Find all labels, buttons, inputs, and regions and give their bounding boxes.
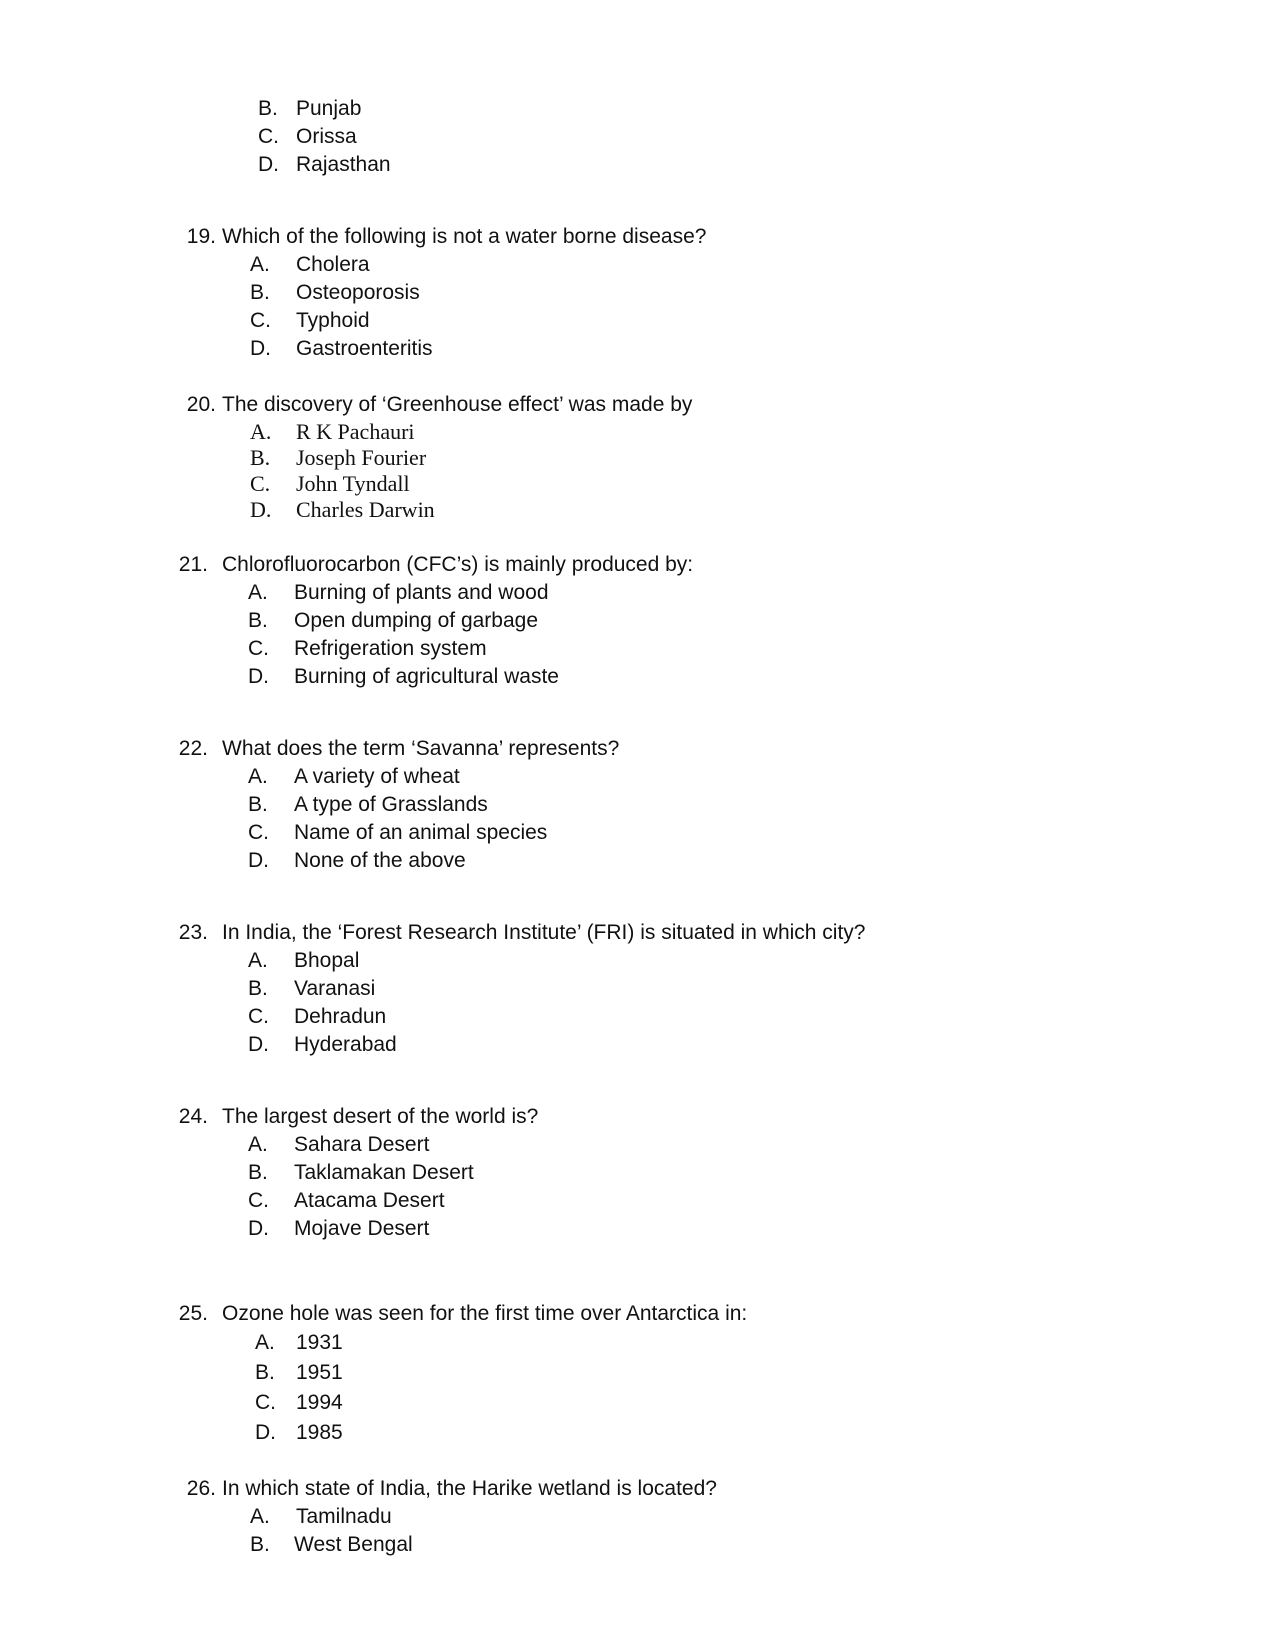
option-letter: D.	[248, 1217, 269, 1240]
option-text: None of the above	[294, 849, 466, 872]
option-text: 1985	[296, 1421, 343, 1444]
option-text: Gastroenteritis	[296, 337, 433, 360]
option-text: Rajasthan	[296, 153, 391, 176]
option-text: Bhopal	[294, 949, 360, 972]
option-letter: B.	[250, 281, 270, 304]
option-letter: D.	[258, 153, 279, 176]
option-text: Refrigeration system	[294, 637, 487, 660]
option-letter: A.	[255, 1331, 275, 1354]
option-letter: D.	[250, 497, 272, 522]
option-letter: B.	[255, 1361, 275, 1384]
option-letter: D.	[248, 665, 269, 688]
option-letter: C.	[248, 637, 269, 660]
option-text: 1994	[296, 1391, 343, 1414]
option-text: Punjab	[296, 97, 362, 120]
question-text: The discovery of ‘Greenhouse effect’ was made by	[222, 393, 693, 416]
question-text: In which state of India, the Harike wetland is located?	[222, 1477, 717, 1500]
option-text: Charles Darwin	[296, 497, 435, 522]
option-letter: C.	[248, 1189, 269, 1212]
option-text: Typhoid	[296, 309, 370, 332]
option-text: 1931	[296, 1331, 343, 1354]
option-letter: B.	[250, 445, 271, 470]
option-text: Varanasi	[294, 977, 376, 1000]
option-letter: D.	[255, 1421, 276, 1444]
question-text: Chlorofluorocarbon (CFC’s) is mainly produced by:	[222, 553, 694, 576]
option-letter: A.	[248, 949, 268, 972]
question-number: 20.	[186, 393, 216, 416]
question-text: What does the term ‘Savanna’ represents?	[222, 737, 620, 760]
question-number: 23.	[178, 921, 208, 944]
question-text: In India, the ‘Forest Research Institute’ (FRI) is situated in which city?	[222, 921, 866, 944]
question-number: 24.	[178, 1105, 208, 1128]
option-letter: C.	[250, 309, 271, 332]
option-letter: B.	[248, 609, 268, 632]
question-number: 22.	[178, 737, 208, 760]
question-number: 19.	[186, 225, 216, 248]
option-text: Open dumping of garbage	[294, 609, 539, 632]
option-text: John Tyndall	[296, 471, 410, 496]
option-text: West Bengal	[294, 1533, 413, 1556]
option-letter: B.	[250, 1533, 270, 1556]
option-letter: C.	[250, 471, 271, 496]
question-number: 26.	[186, 1477, 216, 1500]
option-letter: D.	[250, 337, 271, 360]
option-letter: D.	[248, 1033, 269, 1056]
option-letter: B.	[248, 793, 268, 816]
option-letter: C.	[248, 821, 269, 844]
option-letter: A.	[248, 581, 268, 604]
option-letter: C.	[258, 125, 279, 148]
option-text: Burning of plants and wood	[294, 581, 549, 604]
option-letter: A.	[250, 419, 272, 444]
option-letter: A.	[250, 253, 270, 276]
option-text: Osteoporosis	[296, 281, 420, 304]
option-letter: B.	[248, 977, 268, 1000]
option-text: Tamilnadu	[296, 1505, 392, 1528]
option-letter: C.	[255, 1391, 276, 1414]
question-text: The largest desert of the world is?	[222, 1105, 539, 1128]
option-text: Hyderabad	[294, 1033, 397, 1056]
option-text: Mojave Desert	[294, 1217, 430, 1240]
option-letter: B.	[248, 1161, 268, 1184]
option-text: A variety of wheat	[294, 765, 460, 788]
option-letter: A.	[248, 1133, 268, 1156]
option-letter: B.	[258, 97, 278, 120]
option-text: Cholera	[296, 253, 370, 276]
option-letter: A.	[250, 1505, 270, 1528]
option-text: Joseph Fourier	[296, 445, 427, 470]
option-text: Sahara Desert	[294, 1133, 430, 1156]
option-text: A type of Grasslands	[294, 793, 488, 816]
option-text: R K Pachauri	[296, 419, 415, 444]
option-letter: D.	[248, 849, 269, 872]
option-text: Atacama Desert	[294, 1189, 445, 1212]
question-text: Ozone hole was seen for the first time over Antarctica in:	[222, 1302, 748, 1325]
option-text: Taklamakan Desert	[294, 1161, 474, 1184]
option-text: Name of an animal species	[294, 821, 548, 844]
question-number: 25.	[178, 1302, 208, 1325]
option-text: Orissa	[296, 125, 357, 148]
option-text: Burning of agricultural waste	[294, 665, 559, 688]
option-text: Dehradun	[294, 1005, 387, 1028]
question-number: 21.	[178, 553, 208, 576]
question-text: Which of the following is not a water borne disease?	[222, 225, 707, 248]
option-text: 1951	[296, 1361, 343, 1384]
option-letter: A.	[248, 765, 268, 788]
option-letter: C.	[248, 1005, 269, 1028]
